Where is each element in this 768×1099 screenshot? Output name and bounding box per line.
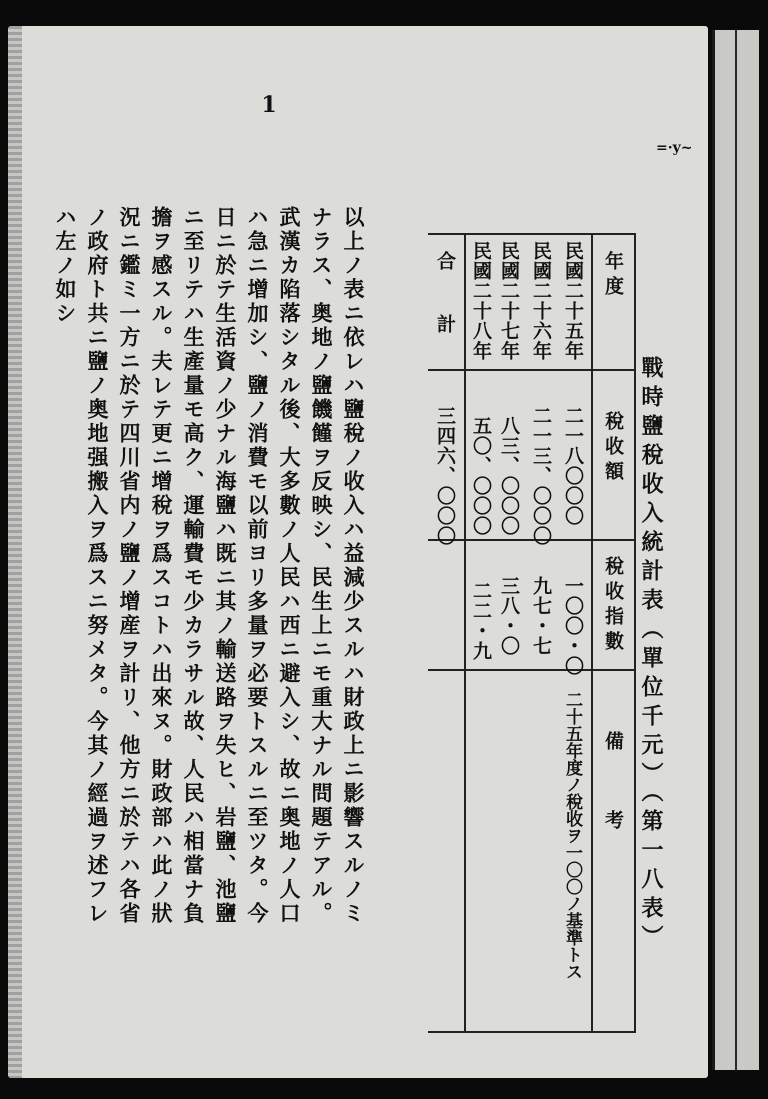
body-line-10: ハ左ノ如シ	[53, 206, 78, 326]
header-index: 稅收指數	[602, 556, 624, 656]
row4-index: 二二・九	[470, 581, 492, 661]
document-page	[8, 26, 708, 1078]
row3-revenue: 八三、〇〇〇	[498, 416, 520, 536]
total-label: 合 計	[434, 251, 456, 335]
row3-index: 三八・〇	[498, 576, 520, 656]
table-rule-index	[428, 669, 636, 671]
body-line-1: 以上ノ表ニ依レハ鹽稅ノ收入ハ益減少スルハ財政上ニ影響スルノミ	[341, 206, 366, 926]
adjacent-page-edge	[712, 30, 759, 1070]
body-line-2: ナラス、奥地ノ鹽饑饉ヲ反映シ、民生上ニモ重大ナル問題テアル。	[309, 206, 334, 926]
row3-year: 民國二十七年	[498, 241, 520, 361]
body-line-3: 武漢カ陷落シタル後、大多數ノ人民ハ西ニ避入シ、故ニ奥地ノ人口	[277, 206, 302, 926]
adjacent-page-rule	[735, 30, 737, 1070]
row1-year: 民國二十五年	[562, 241, 584, 361]
header-revenue: 稅收額	[602, 411, 624, 486]
page-number: 1	[256, 92, 282, 118]
table-rule-bottom	[428, 1031, 636, 1033]
row2-revenue: 二一三、〇〇〇	[530, 406, 552, 546]
page-spine	[8, 26, 22, 1078]
header-remarks: 備考	[602, 731, 624, 889]
table-title: 戰時鹽稅收入統計表（單位千元）（第一八表）	[638, 356, 664, 954]
body-line-6: ニ至リテハ生產量モ高ク、運輸費モ少カラサル故、人民ハ相當ナ負	[181, 206, 206, 926]
total-revenue: 三四六、〇〇〇	[434, 406, 456, 546]
body-line-5: 日ニ於テ生活資ノ少ナル海鹽ハ既ニ其ノ輸送路ヲ失ヒ、岩鹽、池鹽	[213, 206, 238, 926]
row1-remark: 二十五年度ノ稅收ヲ一〇〇ノ基準トス	[562, 691, 582, 980]
revenue-table	[388, 211, 636, 1036]
body-line-9: ノ政府ト共ニ鹽ノ奥地强搬入ヲ爲スニ努メタ。今其ノ經過ヲ述フレ	[85, 206, 110, 926]
row4-revenue: 五〇、〇〇〇	[470, 416, 492, 536]
table-rule-col1	[591, 233, 593, 1033]
row1-revenue: 二一八〇〇〇	[562, 406, 584, 526]
row1-index: 一〇〇・〇	[562, 576, 584, 676]
row2-year: 民國二十六年	[530, 241, 552, 361]
row2-index: 九七・七	[530, 576, 552, 656]
corner-mark: =·y~	[656, 140, 693, 156]
body-line-4: ハ急ニ增加シ、鹽ノ消費モ以前ヨリ多量ヲ必要トスルニ至ツタ。今	[245, 206, 270, 926]
body-line-7: 擔ヲ感スル。夫レテ更ニ增稅ヲ爲スコトハ出來ヌ。財政部ハ此ノ狀	[149, 206, 174, 926]
table-rule-top	[428, 233, 636, 235]
body-line-8: 況ニ鑑ミ一方ニ於テ四川省内ノ鹽ノ增産ヲ計リ、他方ニ於テハ各省	[117, 206, 142, 926]
header-year: 年度	[602, 251, 624, 301]
table-rule-right	[634, 233, 636, 1033]
row4-year: 民國二十八年	[470, 241, 492, 361]
table-rule-total	[464, 233, 466, 1033]
table-rule-header	[428, 369, 636, 371]
